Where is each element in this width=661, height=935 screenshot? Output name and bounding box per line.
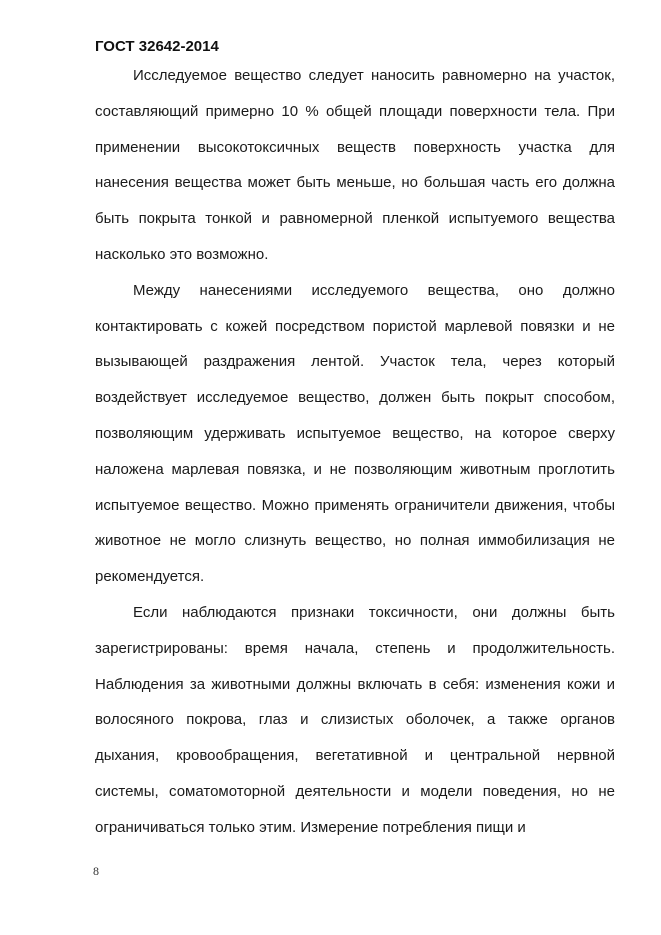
page-number: 8: [93, 864, 99, 878]
document-body: [95, 58, 615, 846]
paragraph-application: Исследуемое вещество следует наносить равномерно на участок, составляющий примерно 10 % общей площади поверхности тела. При применении высокотоксичных веществ поверхность участка для нанесения вещества может быть меньше, но большая часть его должна быть покрыта тонкой и равномерной пленкой испытуемого вещества насколько это возможно.: [95, 67, 615, 263]
paragraph-observations: Если наблюдаются признаки токсичности, они должны быть зарегистрированы: время начала, степень и продолжительность. Наблюдения за животными должны включать в себя: изменения кожи и волосяного покрова, глаз и слизистых оболочек, а также органов дыхания, кровообращения, вегетативной и центральной нервной системы, соматомоторной деятельности и модели поведения, но не ограничиваться только этим. Измерение потребления пищи и: [95, 603, 615, 836]
paragraph-contact: Между нанесениями исследуемого вещества, оно должно контактировать с кожей посредством пористой марлевой повязки и не вызывающей раздражения лентой. Участок тела, через который воздействует исследуемое вещество, должен быть покрыт способом, позволяющим удерживать испытуемое вещество, на которое сверху наложена марлевая повязка, и не позволяющим животным проглотить испытуемое вещество. Можно применять ограничители движения, чтобы животное не могло слизнуть вещество, но полная иммобилизация не рекомендуется.: [95, 281, 615, 586]
document-header: ГОСТ 32642-2014: [95, 38, 219, 55]
